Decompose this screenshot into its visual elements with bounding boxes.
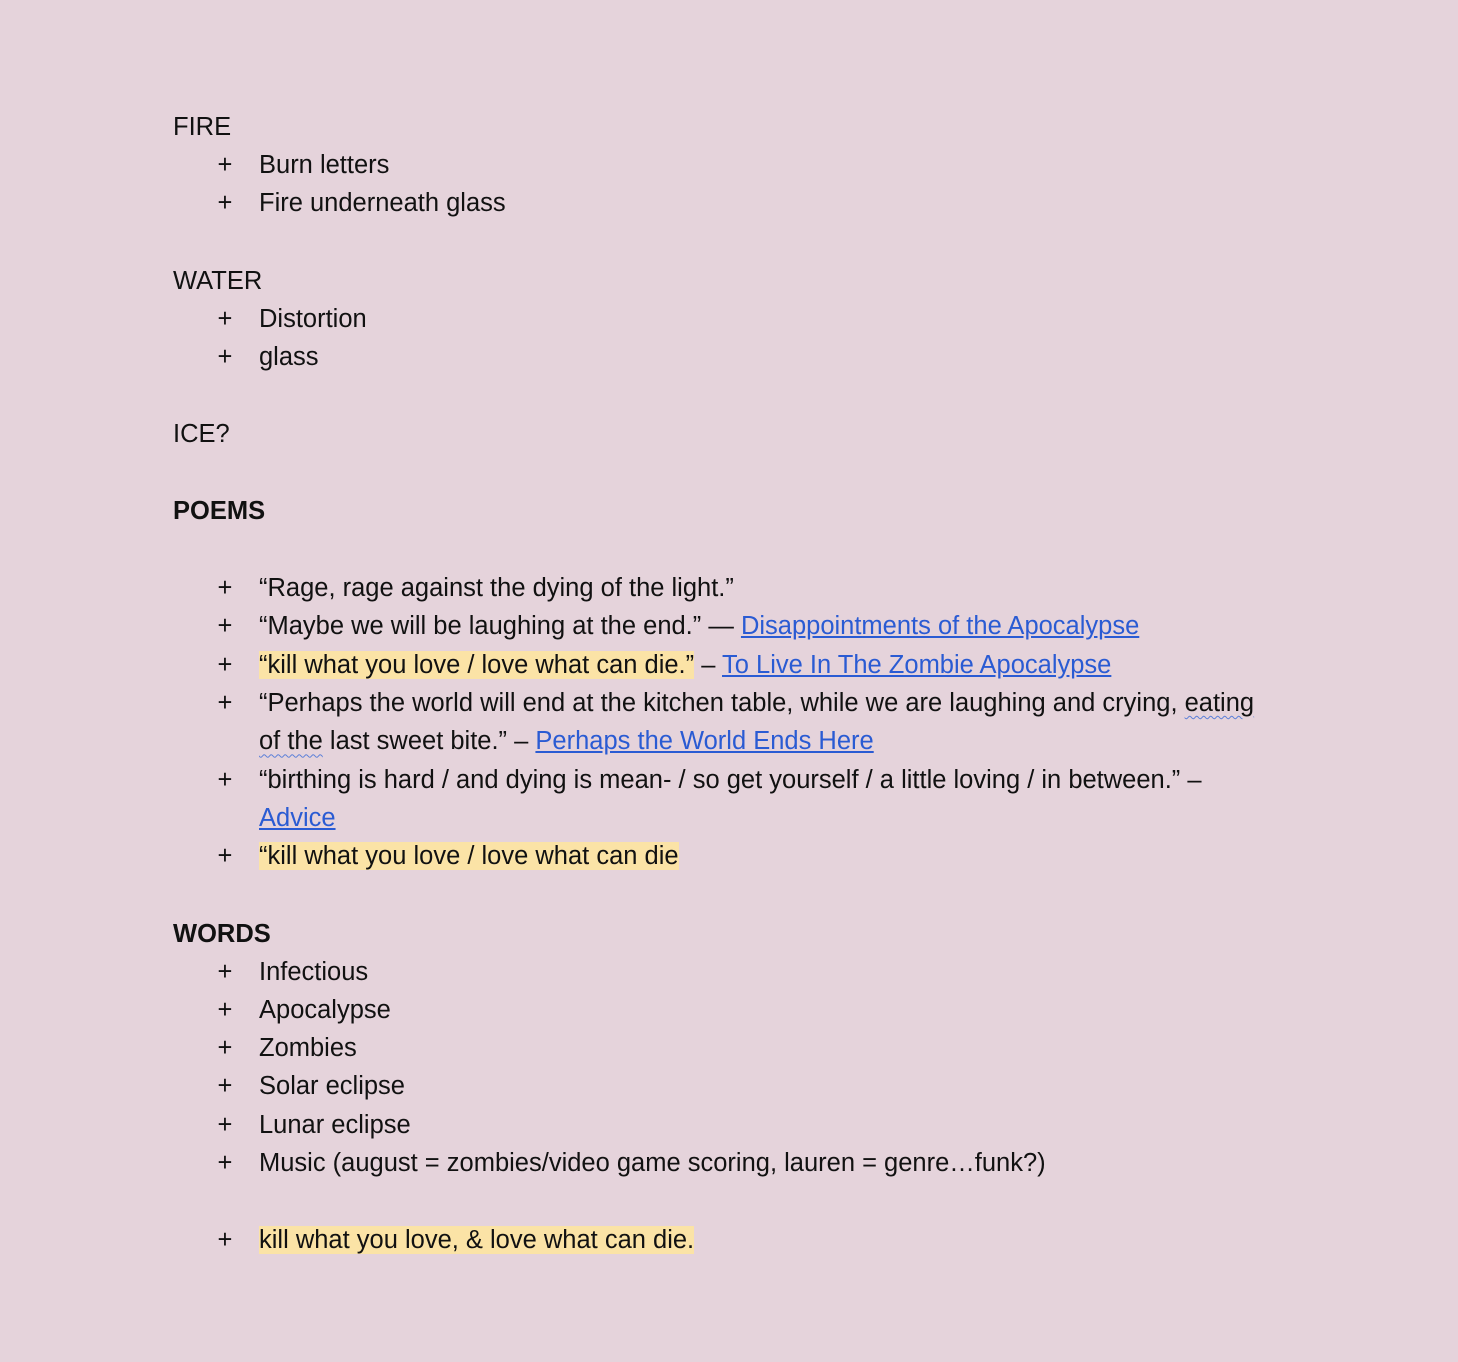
plus-bullet-icon: + bbox=[217, 842, 233, 871]
plus-bullet-icon: + bbox=[217, 1110, 233, 1139]
blank-line bbox=[173, 453, 1273, 492]
blank-line bbox=[173, 876, 1273, 915]
poem-item bbox=[173, 569, 1273, 607]
plus-bullet-icon: + bbox=[217, 1072, 233, 1101]
plus-bullet-icon: + bbox=[217, 612, 233, 641]
poem-link-world-ends-here[interactable]: Perhaps the World Ends Here bbox=[535, 727, 874, 756]
highlighted-quote: “kill what you love / love what can die bbox=[259, 842, 679, 871]
poem-item bbox=[173, 607, 1273, 645]
list-item bbox=[173, 1029, 1273, 1067]
water-heading: WATER bbox=[173, 266, 263, 295]
plus-bullet-icon: + bbox=[217, 650, 233, 679]
list-item bbox=[173, 991, 1273, 1029]
list-item bbox=[173, 1106, 1273, 1144]
list-item bbox=[173, 338, 1273, 376]
list-item bbox=[173, 146, 1273, 184]
plus-bullet-icon: + bbox=[217, 574, 233, 603]
separator: — bbox=[701, 612, 741, 641]
list-item-text: Fire underneath glass bbox=[259, 189, 506, 218]
list-item-text: Lunar eclipse bbox=[259, 1110, 411, 1139]
list-item-text: Solar eclipse bbox=[259, 1072, 405, 1101]
ice-heading: ICE? bbox=[173, 420, 230, 449]
poems-list bbox=[173, 569, 1273, 875]
list-item bbox=[173, 300, 1273, 338]
poem-link-advice[interactable]: Advice bbox=[259, 803, 336, 832]
water-list bbox=[173, 300, 1273, 377]
plus-bullet-icon: + bbox=[217, 1226, 233, 1255]
plus-bullet-icon: + bbox=[217, 342, 233, 371]
list-item bbox=[173, 1221, 1273, 1259]
plus-bullet-icon: + bbox=[217, 189, 233, 218]
blank-line bbox=[173, 530, 1273, 569]
blank-line bbox=[173, 223, 1273, 262]
document-page bbox=[173, 108, 1273, 1260]
fire-heading: FIRE bbox=[173, 113, 232, 141]
separator: – bbox=[1180, 765, 1202, 794]
final-list bbox=[173, 1221, 1273, 1259]
list-item bbox=[173, 953, 1273, 991]
plus-bullet-icon: + bbox=[217, 304, 233, 333]
blank-line bbox=[173, 1182, 1273, 1221]
poems-heading: POEMS bbox=[173, 497, 266, 526]
highlighted-final-line: kill what you love, & love what can die. bbox=[259, 1226, 695, 1255]
words-list bbox=[173, 953, 1273, 1183]
list-item bbox=[173, 1067, 1273, 1105]
poem-quote: “Maybe we will be laughing at the end.” bbox=[259, 612, 702, 641]
poem-quote-end: last sweet bite.” bbox=[322, 727, 508, 756]
list-item-text: Zombies bbox=[259, 1034, 357, 1063]
separator: – bbox=[694, 650, 723, 679]
blank-line bbox=[173, 376, 1273, 415]
poem-link-zombie-apocalypse[interactable]: To Live In The Zombie Apocalypse bbox=[722, 650, 1112, 679]
poem-quote: “Perhaps the world will end at the kitchen table, while we are laughing and crying, bbox=[259, 689, 1185, 718]
list-item-text: Infectious bbox=[259, 957, 369, 986]
poem-quote: “Rage, rage against the dying of the light.” bbox=[259, 574, 734, 603]
list-item-text: Apocalypse bbox=[259, 995, 391, 1024]
highlighted-quote: “kill what you love / love what can die.” bbox=[259, 650, 695, 679]
list-item bbox=[173, 184, 1273, 222]
poem-item bbox=[173, 761, 1273, 838]
list-item-text: Burn letters bbox=[259, 151, 390, 179]
list-item-text: Music (august = zombies/video game scoring, lauren = genre…funk?) bbox=[259, 1149, 1046, 1178]
poem-item bbox=[173, 837, 1273, 875]
plus-bullet-icon: + bbox=[217, 689, 233, 718]
words-heading: WORDS bbox=[173, 919, 271, 948]
plus-bullet-icon: + bbox=[217, 957, 233, 986]
list-item bbox=[173, 1144, 1273, 1182]
list-item-text: Distortion bbox=[259, 304, 367, 333]
list-item-text: glass bbox=[259, 342, 319, 371]
poem-item bbox=[173, 684, 1273, 761]
poem-link-disappointments[interactable]: Disappointments of the Apocalypse bbox=[740, 612, 1140, 641]
plus-bullet-icon: + bbox=[217, 151, 233, 179]
fire-list bbox=[173, 146, 1273, 223]
poem-item bbox=[173, 646, 1273, 684]
plus-bullet-icon: + bbox=[217, 995, 233, 1024]
poem-quote: “birthing is hard / and dying is mean- / so get yourself / a little loving / in between.” bbox=[259, 765, 1181, 794]
plus-bullet-icon: + bbox=[217, 1149, 233, 1178]
plus-bullet-icon: + bbox=[217, 765, 233, 794]
plus-bullet-icon: + bbox=[217, 1034, 233, 1063]
spellcheck-flagged-text[interactable]: eating of the bbox=[259, 689, 1255, 756]
separator: – bbox=[507, 727, 536, 756]
